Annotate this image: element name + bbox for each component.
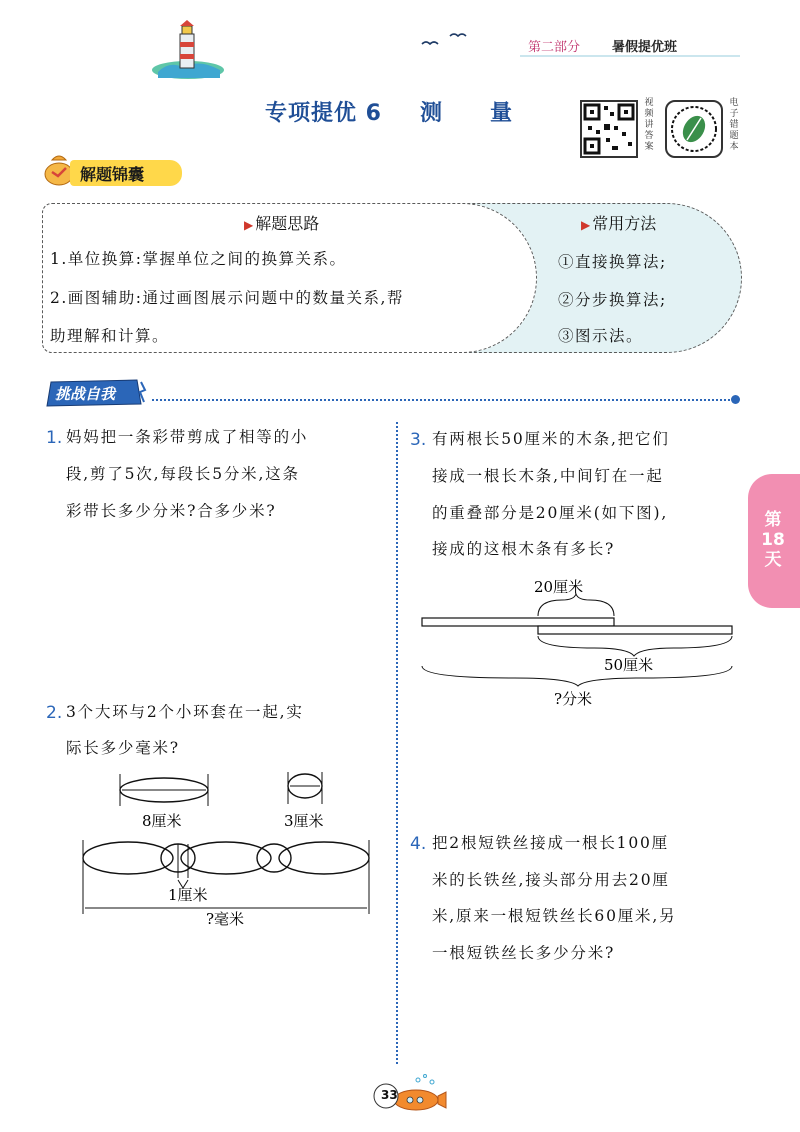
- day-tab-char-1: 第: [764, 510, 782, 530]
- tips-label: 解题锦囊: [80, 165, 145, 184]
- section-tag: 第二部分: [528, 40, 581, 55]
- small-ring-label: 3厘米: [284, 812, 324, 830]
- problem-3-line-1: 有两根长50厘米的木条,把它们: [432, 430, 670, 448]
- problem-4-number: 4.: [410, 834, 427, 854]
- problem-3-number: 3.: [410, 430, 427, 450]
- day-tab-char-3: 天: [764, 550, 782, 570]
- board-length-label: 50厘米: [604, 656, 654, 674]
- problem-3-line-3: 的重叠部分是20厘米(如下图),: [432, 504, 669, 522]
- birds-decoration: [420, 28, 470, 48]
- boards-diagram: [414, 570, 744, 710]
- problem-4-line-1: 把2根短铁丝接成一根长100厘: [432, 834, 669, 852]
- problem-4-line-4: 一根短铁丝长多少分米?: [432, 944, 616, 962]
- approach-item-2: 2.画图辅助:通过画图展示问题中的数量关系,帮: [50, 289, 404, 307]
- qr-pattern-icon: [582, 102, 636, 156]
- challenge-rule-dot: [731, 395, 740, 404]
- heading-arrow-icon: ▶: [581, 218, 591, 232]
- day-tab-label: [760, 510, 786, 570]
- problem-2-line-1: 3个大环与2个小环套在一起,实: [66, 703, 304, 721]
- methods-heading-text: 常用方法: [592, 214, 657, 233]
- header-rule: [520, 55, 740, 57]
- problem-1-line-2: 段,剪了5次,每段长5分米,这条: [66, 465, 300, 483]
- ebook-qr-label: 电子错题本: [729, 98, 739, 152]
- method-item-3: ③图示法。: [558, 327, 644, 345]
- problem-1-number: 1.: [46, 428, 63, 448]
- video-qr-label: 视频讲答案: [644, 98, 654, 152]
- boards-total-label: ?分米: [554, 690, 593, 708]
- page-title: 专项提优 6: [265, 101, 382, 126]
- day-tab-char-2: 18: [761, 530, 785, 550]
- problem-4-line-3: 米,原来一根短铁丝长60厘米,另: [432, 907, 677, 925]
- problem-2-line-2: 际长多少毫米?: [66, 739, 180, 757]
- problem-3-line-2: 接成一根长木条,中间钉在一起: [432, 467, 664, 485]
- approach-item-3: 助理解和计算。: [50, 327, 170, 345]
- challenge-badge: [45, 378, 147, 408]
- challenge-rule: [152, 399, 734, 401]
- book-tag: 暑假提优班: [612, 40, 678, 55]
- approach-heading-text: 解题思路: [255, 214, 320, 233]
- problem-1-line-1: 妈妈把一条彩带剪成了相等的小: [66, 428, 309, 446]
- approach-heading: [244, 211, 319, 234]
- problem-1-line-3: 彩带长多少分米?合多少米?: [66, 502, 277, 520]
- methods-heading: [581, 211, 656, 234]
- page-title-char-1: 测: [420, 101, 443, 126]
- page-number: 33: [381, 1088, 398, 1102]
- method-item-1: ①直接换算法;: [558, 253, 667, 271]
- column-divider: [396, 422, 398, 1064]
- rings-diagram: [74, 768, 384, 928]
- problem-2-number: 2.: [46, 703, 63, 723]
- heading-arrow-icon: ▶: [244, 218, 254, 232]
- overlap-label: 20厘米: [534, 578, 584, 596]
- challenge-label: 挑战自我: [55, 385, 116, 403]
- rings-total-label: ?毫米: [206, 910, 245, 928]
- problem-3-line-4: 接成的这根木条有多长?: [432, 540, 616, 558]
- method-item-2: ②分步换算法;: [558, 291, 667, 309]
- lighthouse-illustration: [150, 20, 230, 80]
- big-ring-label: 8厘米: [142, 812, 182, 830]
- video-qr-code[interactable]: [580, 100, 638, 158]
- page-title-char-2: 量: [490, 101, 513, 126]
- ebook-qr-code[interactable]: [665, 100, 723, 158]
- approach-item-1: 1.单位换算:掌握单位之间的换算关系。: [50, 250, 347, 268]
- gap-label: 1厘米: [168, 886, 208, 904]
- problem-4-line-2: 米的长铁丝,接头部分用去20厘: [432, 871, 670, 889]
- leaf-qr-icon: [667, 102, 721, 156]
